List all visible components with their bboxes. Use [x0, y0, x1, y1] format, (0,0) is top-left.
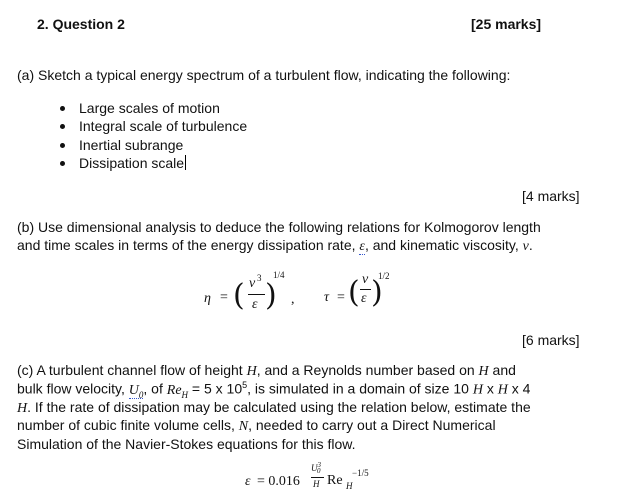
right-paren: ): [265, 278, 277, 313]
question-total-marks: [25 marks]: [471, 16, 542, 32]
editable-bullet-line[interactable]: [79, 155, 186, 171]
left-paren: (: [233, 278, 245, 313]
fraction-bar: [248, 294, 265, 295]
bullet-text: Inertial subrange: [79, 137, 184, 153]
part-c-line-1: [17, 362, 516, 380]
part-c-text: , is simulated in a domain of size 10: [247, 380, 473, 397]
fraction-bar: [311, 477, 324, 478]
velocity-letter: U: [311, 463, 318, 473]
part-c-line-4: [17, 417, 496, 435]
eta-symbol: η: [204, 291, 211, 306]
part-b-text: , and kinematic viscosity,: [364, 237, 523, 253]
text-cursor: [185, 155, 186, 170]
nu-numerator: ν: [249, 276, 256, 291]
reynolds-subscript: H: [346, 481, 353, 491]
part-c-text: , and a Reynolds number based on: [256, 362, 479, 378]
part-c-text: number of cubic finite volume cells,: [17, 417, 239, 433]
tau-symbol: τ: [324, 290, 330, 305]
part-b-marks: [6 marks]: [522, 332, 580, 348]
height-symbol: H: [246, 364, 257, 379]
part-c-text: , of: [143, 380, 167, 397]
bullet-text: Large scales of motion: [79, 100, 220, 116]
velocity-letter: U: [128, 382, 139, 398]
height-denominator: H: [313, 479, 320, 489]
bullet-icon: [60, 106, 65, 111]
part-b-text: and time scales in terms of the energy dissipation rate,: [17, 237, 360, 253]
equals-sign: =: [337, 290, 345, 305]
reynolds-symbol: [167, 383, 188, 398]
bullet-text: Integral scale of turbulence: [79, 118, 248, 134]
height-symbol: H: [497, 382, 508, 398]
part-c-text: , needed to carry out a Direct Numerical: [248, 417, 496, 433]
part-b-line-1: (b) Use dimensional analysis to deduce the following relations for Kolmogorov length: [17, 219, 541, 235]
epsilon-symbol: ε: [359, 239, 365, 254]
right-paren: ): [371, 275, 383, 310]
velocity-subscript: 0: [317, 467, 321, 475]
bullet-text[interactable]: Dissipation scale: [79, 155, 185, 171]
reynolds-letters: Re: [166, 382, 182, 398]
left-paren: (: [348, 275, 360, 310]
question-heading: 2. Question 2: [37, 16, 125, 32]
reynolds-letters: Re: [327, 473, 343, 488]
cube-exponent: 3: [317, 461, 321, 469]
height-symbol: H: [472, 382, 483, 398]
reynolds-subscript: H: [181, 389, 189, 400]
bullet-icon: [60, 143, 65, 148]
part-b-line-2: [17, 237, 533, 255]
outer-exponent: 1/2: [378, 271, 390, 281]
part-c-text: and: [488, 362, 516, 378]
nu-exponent: 3: [257, 273, 262, 283]
part-a-prompt: (a) Sketch a typical energy spectrum of a turbulent flow, indicating the following:: [17, 67, 511, 83]
part-c-text: = 5 x 10: [188, 380, 243, 397]
part-c-text: bulk flow velocity,: [17, 380, 129, 397]
bullet-icon: [60, 161, 65, 166]
part-c-text: x: [482, 380, 498, 397]
height-symbol: H: [17, 401, 28, 416]
bulk-velocity-symbol: [129, 383, 144, 399]
part-a-marks: [4 marks]: [522, 188, 580, 204]
fraction-bar: [360, 289, 371, 290]
epsilon-symbol: ε: [245, 474, 251, 489]
height-symbol: H: [478, 364, 489, 379]
part-c-text: . If the rate of dissipation may be calculated using the relation below, estimate the: [27, 399, 531, 415]
epsilon-denominator: ε: [361, 291, 367, 306]
part-c-line-5: Simulation of the Navier-Stokes equations for this flow.: [17, 436, 356, 452]
bullet-icon: [60, 124, 65, 129]
formula-coefficient: = 0.016: [257, 474, 300, 489]
part-c-line-3: [17, 399, 531, 417]
part-c-text: (c) A turbulent channel flow of height: [17, 362, 247, 378]
power-exponent: 5: [242, 380, 248, 390]
equation-separator: ,: [291, 292, 295, 307]
velocity-subscript: 0: [138, 389, 144, 400]
nu-symbol: ν: [522, 239, 529, 254]
nu-numerator: ν: [362, 272, 369, 287]
cell-count-symbol: N: [238, 419, 249, 434]
part-b-text: .: [528, 237, 533, 253]
part-c-text: x 4: [507, 380, 531, 397]
equals-sign: =: [220, 290, 228, 305]
velocity-cubed: [311, 463, 325, 473]
outer-exponent: 1/4: [273, 270, 285, 280]
part-c-line-2: [17, 380, 530, 399]
reynolds-exponent: −1/5: [352, 468, 369, 478]
epsilon-denominator: ε: [252, 297, 258, 312]
